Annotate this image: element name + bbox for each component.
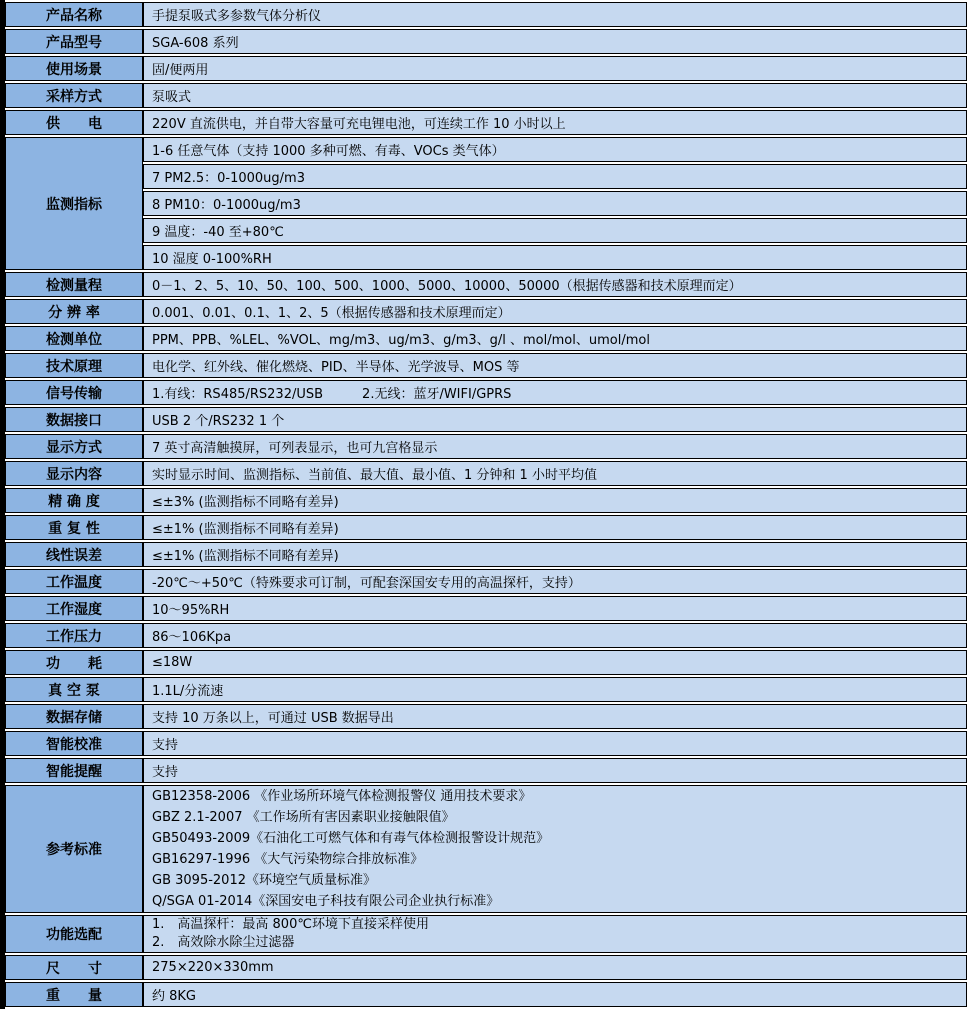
spec-value: 1.1L/分流速 [143, 677, 967, 702]
row-power-supply [5, 110, 967, 135]
spec-value: 泵吸式 [143, 83, 967, 108]
spec-value: 0.001、0.01、0.1、1、2、5（根据传感器和技术原理而定） [143, 299, 967, 324]
row-data-interface [5, 407, 967, 432]
row-working-pressure [5, 623, 967, 648]
row-usage-scenario [5, 56, 967, 81]
spec-value: 220V 直流供电，并自带大容量可充电锂电池，可连续工作 10 小时以上 [143, 110, 967, 135]
spec-label: 信号传输 [5, 380, 143, 405]
spec-value: 10 湿度 0-100%RH [143, 245, 967, 270]
row-data-storage [5, 704, 967, 729]
spec-label: 功能选配 [5, 915, 143, 953]
standard-line: GBZ 2.1-2007 《工作场所有害因素职业接触限值》 [152, 810, 455, 825]
spec-label: 智能校准 [5, 731, 143, 756]
spec-value [143, 785, 967, 913]
row-monitoring-indicators [5, 245, 967, 270]
spec-value: 支持 [143, 758, 967, 783]
spec-label: 分 辨 率 [5, 299, 143, 324]
spec-value: 7 PM2.5：0-1000ug/m3 [143, 164, 967, 189]
standard-line: GB16297-1996 《大气污染物综合排放标准》 [152, 852, 424, 867]
spec-label: 采样方式 [5, 83, 143, 108]
spec-value: 1.有线：RS485/RS232/USB 2.无线：蓝牙/WIFI/GPRS [143, 380, 967, 405]
spec-label: 检测单位 [5, 326, 143, 351]
row-detection-range [5, 272, 967, 297]
spec-label: 工作温度 [5, 569, 143, 594]
row-monitoring-indicators [5, 137, 967, 162]
spec-value: 手提泵吸式多参数气体分析仪 [143, 2, 967, 27]
row-repeatability [5, 515, 967, 540]
standard-line: GB12358-2006 《作业场所环境气体检测报警仪 通用技术要求》 [152, 789, 532, 804]
spec-label: 智能提醒 [5, 758, 143, 783]
spec-label: 监测指标 [5, 137, 143, 270]
spec-value: ≤±1% (监测指标不同略有差异) [143, 515, 967, 540]
spec-value: 86～106Kpa [143, 623, 967, 648]
row-smart-calibration [5, 731, 967, 756]
spec-value: 9 温度：-40 至+80℃ [143, 218, 967, 243]
spec-value: 固/便两用 [143, 56, 967, 81]
row-display-mode [5, 434, 967, 459]
standard-line: GB 3095-2012《环境空气质量标准》 [152, 873, 376, 888]
spec-label: 供 电 [5, 110, 143, 135]
row-dimensions [5, 955, 967, 980]
spec-label: 显示方式 [5, 434, 143, 459]
spec-label: 使用场景 [5, 56, 143, 81]
spec-value: PPM、PPB、%LEL、%VOL、mg/m3、ug/m3、g/m3、g/l 、mol/mol、umol/mol [143, 326, 967, 351]
row-signal-transmission [5, 380, 967, 405]
spec-label: 重 量 [5, 982, 143, 1007]
spec-value: 支持 [143, 731, 967, 756]
spec-value: 10～95%RH [143, 596, 967, 621]
spec-label: 工作湿度 [5, 596, 143, 621]
spec-value: 电化学、红外线、催化燃烧、PID、半导体、光学波导、MOS 等 [143, 353, 967, 378]
spec-value: 实时显示时间、监测指标、当前值、最大值、最小值、1 分钟和 1 小时平均值 [143, 461, 967, 486]
spec-label: 线性误差 [5, 542, 143, 567]
spec-label: 精 确 度 [5, 488, 143, 513]
row-smart-reminder [5, 758, 967, 783]
spec-value: 约 8KG [143, 982, 967, 1007]
spec-label: 工作压力 [5, 623, 143, 648]
spec-label: 尺 寸 [5, 955, 143, 980]
spec-value: 275×220×330mm [143, 955, 967, 980]
spec-label: 重 复 性 [5, 515, 143, 540]
spec-label: 产品名称 [5, 2, 143, 27]
row-product-name [5, 2, 967, 27]
row-monitoring-indicators [5, 164, 967, 189]
spec-value: ≤±1% (监测指标不同略有差异) [143, 542, 967, 567]
spec-value: -20℃～+50℃（特殊要求可订制，可配套深国安专用的高温探杆，支持） [143, 569, 967, 594]
row-detection-unit [5, 326, 967, 351]
spec-label: 技术原理 [5, 353, 143, 378]
row-working-humidity [5, 596, 967, 621]
standard-line: Q/SGA 01-2014《深国安电子科技有限公司企业执行标准》 [152, 894, 500, 909]
row-vacuum-pump [5, 677, 967, 702]
row-weight [5, 982, 967, 1007]
row-display-content [5, 461, 967, 486]
spec-label: 参考标准 [5, 785, 143, 913]
spec-value: 8 PM10：0-1000ug/m3 [143, 191, 967, 216]
row-working-temperature [5, 569, 967, 594]
spec-value [143, 915, 967, 953]
spec-value: USB 2 个/RS232 1 个 [143, 407, 967, 432]
row-optional-features [5, 915, 967, 953]
spec-label: 数据接口 [5, 407, 143, 432]
spec-value: SGA-608 系列 [143, 29, 967, 54]
row-linearity-error [5, 542, 967, 567]
row-monitoring-indicators [5, 218, 967, 243]
spec-label: 检测量程 [5, 272, 143, 297]
row-sampling-method [5, 83, 967, 108]
spec-value: 0－1、2、5、10、50、100、500、1000、5000、10000、50000（根据传感器和技术原理而定） [143, 272, 967, 297]
option-line: 2. 高效除水除尘过滤器 [152, 935, 295, 950]
spec-value: ≤18W [143, 650, 967, 675]
row-accuracy [5, 488, 967, 513]
spec-label: 真 空 泵 [5, 677, 143, 702]
product-spec-table [5, 0, 967, 1009]
option-line: 1. 高温探杆：最高 800℃环境下直接采样使用 [152, 917, 429, 932]
spec-value: 1-6 任意气体（支持 1000 多种可燃、有毒、VOCs 类气体） [143, 137, 967, 162]
standard-line: GB50493-2009《石油化工可燃气体和有毒气体检测报警设计规范》 [152, 831, 550, 846]
row-technical-principle [5, 353, 967, 378]
spec-label: 功 耗 [5, 650, 143, 675]
row-power-consumption [5, 650, 967, 675]
spec-label: 数据存储 [5, 704, 143, 729]
row-product-model [5, 29, 967, 54]
row-resolution [5, 299, 967, 324]
spec-label: 显示内容 [5, 461, 143, 486]
spec-value: ≤±3% (监测指标不同略有差异) [143, 488, 967, 513]
spec-value: 支持 10 万条以上，可通过 USB 数据导出 [143, 704, 967, 729]
spec-value: 7 英寸高清触摸屏，可列表显示，也可九宫格显示 [143, 434, 967, 459]
spec-label: 产品型号 [5, 29, 143, 54]
row-monitoring-indicators [5, 191, 967, 216]
row-reference-standards [5, 785, 967, 913]
